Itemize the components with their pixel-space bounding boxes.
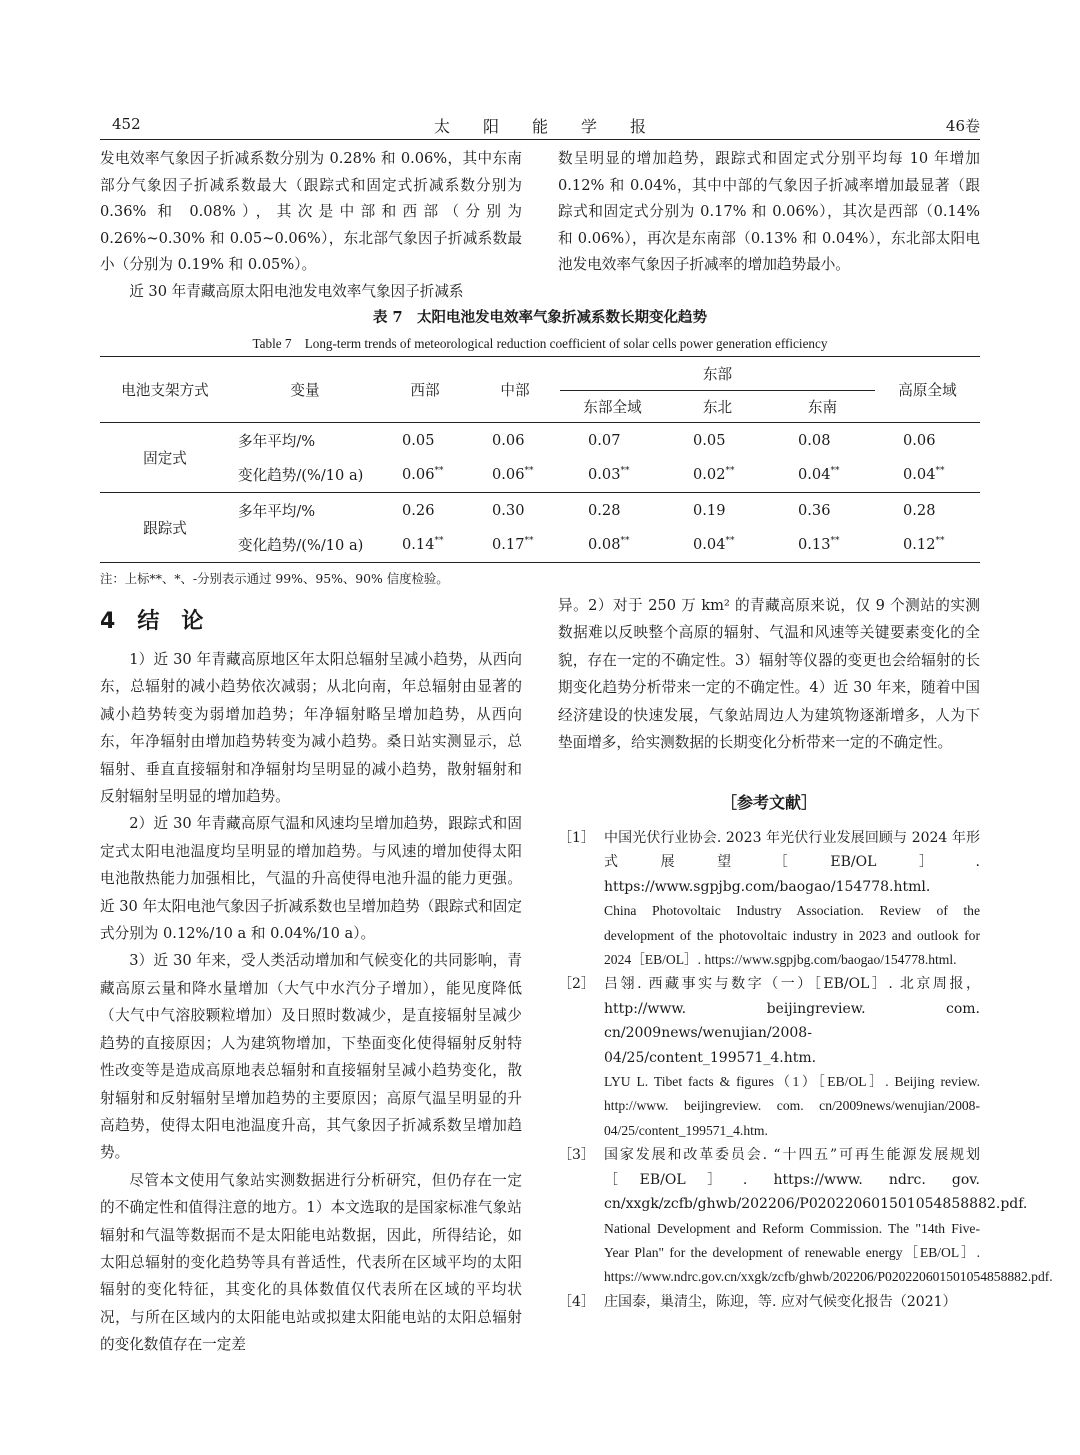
value-cell <box>665 528 770 563</box>
significance-mark: ** <box>434 536 444 547</box>
variable-cell: 多年平均/% <box>238 432 316 450</box>
cell-value: 0.06 <box>402 466 435 484</box>
value-cell <box>380 458 470 493</box>
variable-cell: 变化趋势/(%/10 a) <box>230 528 380 563</box>
header-east-all: 东部全域 <box>560 391 665 423</box>
paragraph: 数呈明显的增加趋势，跟踪式和固定式分别平均每 10 年增加 0.12% 和 0.04%，其中中部的气象因子折减率增加最显著（跟踪式和固定式分别为 0.17% 和 0.06%），其次是西部（0.14% 和 0.06%），再次是东南部（0.13% 和 0.04%），东北部太阳电池发电效率气象因子折减率的增加趋势最小。 <box>558 150 980 273</box>
cell-value: 0.36 <box>798 501 831 519</box>
reference-number: ［2］ <box>558 976 595 993</box>
value-cell <box>665 423 770 458</box>
cell-value: 0.03 <box>588 466 621 484</box>
value-cell <box>770 493 875 528</box>
cell-value: 0.05 <box>402 431 435 449</box>
paragraph: 发电效率气象因子折减系数分别为 0.28% 和 0.06%，其中东南部分气象因子折减系数最大（跟踪式和固定式折减系数分别为 0.36% 和 0.08%），其次是中部和西部（分别为 0.26%~0.30% 和 0.05~0.06%），东北部气象因子折减系数最小（分别为 0.19% 和 0.05%）。 <box>100 150 522 273</box>
table-row <box>100 493 980 528</box>
table-row <box>100 528 980 563</box>
significance-mark: ** <box>725 466 735 477</box>
significance-mark: ** <box>725 536 735 547</box>
value-cell <box>665 458 770 493</box>
significance-mark: ** <box>524 466 534 477</box>
reference-text-cn: 庄国泰，巢清尘，陈迎，等. 应对气候变化报告（2021） <box>604 1293 957 1310</box>
reference-text-en: National Development and Reform Commission. The "14th Five-Year Plan" for the development of renewable energy［EB/OL］. https://www.ndrc.gov.cn/xxgk/zcfb/ghwb/202206/P020220601501054858882.pdf. <box>604 1220 1053 1285</box>
paragraph: 2）近 30 年青藏高原气温和风速均呈增加趋势，跟踪式和固定式太阳电池温度均呈明显的增加趋势。与风速的增加使得太阳电池散热能力加强相比，气温的升高使得电池升温的能力更强。近 30 年太阳电池气象因子折减系数也呈增加趋势（跟踪式和固定式分别为 0.12%/10 a 和 0.04%/10 a）。 <box>100 815 522 943</box>
value-cell <box>560 528 665 563</box>
reference-number: ［1］ <box>558 830 595 846</box>
cell-value: 0.06 <box>492 466 525 484</box>
group-label: 跟踪式 <box>100 493 230 563</box>
left-column-conclusions <box>100 646 522 1359</box>
references-list <box>558 826 1053 1314</box>
significance-mark: ** <box>620 466 630 477</box>
right-column-top <box>558 146 980 279</box>
cell-value: 0.28 <box>903 501 936 519</box>
value-cell <box>560 493 665 528</box>
value-cell <box>665 493 770 528</box>
value-cell <box>560 458 665 493</box>
significance-mark: ** <box>830 466 840 477</box>
paragraph: 3）近 30 年来，受人类活动增加和气候变化的共同影响，青藏高原云量和降水量增加（大气中水汽分子增加），能见度降低（大气中气溶胶颗粒增加）及日照时数减少，是直接辐射呈减少趋势的直接原因；人为建筑物增加，下垫面变化使得辐射反射特性改变等是造成高原地表总辐射和直接辐射呈减小趋势变化，散射辐射和反射辐射呈增加趋势的主要原因；高原气温呈明显的升高趋势，使得太阳电池温度升高，其气象因子折减系数呈增加趋势。 <box>100 952 522 1162</box>
header-plateau: 高原全域 <box>875 357 980 423</box>
cell-value: 0.06 <box>492 431 525 449</box>
left-column-top <box>100 146 522 305</box>
value-cell <box>560 423 665 458</box>
significance-mark: ** <box>620 536 630 547</box>
value-cell <box>875 493 980 528</box>
paragraph: 尽管本文使用气象站实测数据进行分析研究，但仍存在一定的不确定性和值得注意的地方。1）本文选取的是国家标准气象站辐射和气温等数据而不是太阳能电站数据，因此，所得结论，如太阳总辐射的变化趋势等具有普适性，代表所在区域平均的太阳辐射的变化特征，其变化的具体数值仅代表所在区域的平均状况，与所在区域内的太阳能电站或拟建太阳能电站的太阳总辐射的变化数值存在一定差 <box>100 1171 522 1354</box>
cell-value: 0.08 <box>588 536 621 554</box>
references-heading: ［参考文献］ <box>720 793 817 812</box>
value-cell <box>380 423 470 458</box>
section-title: 结 论 <box>137 609 204 634</box>
cell-value: 0.14 <box>402 536 435 554</box>
reference-item <box>558 826 980 972</box>
page-number: 452 <box>112 115 141 133</box>
reference-text-cn: 国家发展和改革委员会. “十四五”可再生能源发展规划［EB/OL］. https://www. ndrc. gov. cn/xxgk/zcfb/ghwb/202206/P020220601501054858882.pdf. <box>604 1147 1028 1213</box>
paragraph: 1）近 30 年青藏高原地区年太阳总辐射呈减小趋势，从西向东，总辐射的减小趋势依次减弱；从北向南，年总辐射由显著的减小趋势转变为弱增加趋势；年净辐射略呈增加趋势，从西向东，年净辐射由增加趋势转变为减小趋势。桑日站实测显示，总辐射、垂直直接辐射和净辐射均呈明显的减小趋势，散射辐射和反射辐射呈明显的增加趋势。 <box>100 651 522 806</box>
variable-cell: 变化趋势/(%/10 a) <box>230 458 380 493</box>
data-table <box>100 356 980 563</box>
header-southeast: 东南 <box>770 391 875 423</box>
cell-value: 0.04 <box>798 466 831 484</box>
significance-mark: ** <box>434 466 444 477</box>
reference-number: ［4］ <box>558 1293 595 1310</box>
reference-text-cn: 吕翎. 西藏事实与数字（一）［EB/OL］. 北京周报，http://www. beijingreview. com. cn/2009news/wenujian/2008-04/25/content_199571_4.htm. <box>604 976 980 1066</box>
table-row <box>100 458 980 493</box>
table-row <box>100 423 980 458</box>
reference-item <box>558 972 980 1143</box>
value-cell <box>470 528 560 563</box>
cell-value: 0.06 <box>903 431 936 449</box>
reference-text-en: LYU L. Tibet facts & figures（1）［EB/OL］. Beijing review. http://www. beijingreview. com. cn/2009news/wenujian/2008-04/25/content_199571_4.htm. <box>604 1074 980 1138</box>
significance-mark: ** <box>830 536 840 547</box>
cell-value: 0.28 <box>588 501 621 519</box>
reference-number: ［3］ <box>558 1147 595 1164</box>
header-east: 东部 <box>560 357 875 391</box>
value-cell <box>380 493 470 528</box>
value-cell <box>770 458 875 493</box>
significance-mark: ** <box>935 536 945 547</box>
section-heading <box>100 604 203 635</box>
cell-value: 0.04 <box>693 536 726 554</box>
cell-value: 0.04 <box>903 466 936 484</box>
reference-text-cn: 中国光伏行业协会. 2023 年光伏行业发展回顾与 2024 年形式展望［EB/OL］. https://www.sgpjbg.com/baogao/154778.html. <box>604 830 980 895</box>
cell-value: 0.26 <box>402 501 435 519</box>
significance-mark: ** <box>935 466 945 477</box>
cell-value: 0.08 <box>798 431 831 449</box>
value-cell <box>770 528 875 563</box>
section-number: 4 <box>100 609 116 634</box>
header-central: 中部 <box>470 357 560 423</box>
value-cell <box>470 458 560 493</box>
cell-value: 0.02 <box>693 466 726 484</box>
volume-label: 46卷 <box>945 117 980 135</box>
value-cell <box>770 423 875 458</box>
paragraph: 近 30 年青藏高原太阳电池发电效率气象因子折减系 <box>129 282 464 300</box>
group-label: 固定式 <box>100 423 230 493</box>
cell-value: 0.30 <box>492 501 525 519</box>
cell-value: 0.17 <box>492 536 525 554</box>
paragraph: 异。2）对于 250 万 km² 的青藏高原来说，仅 9 个测站的实测数据难以反映整个高原的辐射、气温和风速等关键要素变化的全貌，存在一定的不确定性。3）辐射等仪器的变更也会给辐射的长期变化趋势分析带来一定的不确定性。4）近 30 年来，随着中国经济建设的快速发展，气象站周边人为建筑物逐渐增多，人为下垫面增多，给实测数据的长期变化分析带来一定的不确定性。 <box>558 597 980 752</box>
running-header <box>100 113 980 140</box>
header-west: 西部 <box>380 357 470 423</box>
value-cell <box>470 423 560 458</box>
reference-item <box>558 1290 980 1314</box>
cell-value: 0.05 <box>693 431 726 449</box>
reference-item <box>558 1143 1053 1289</box>
right-column-body <box>558 592 980 756</box>
cell-value: 0.07 <box>588 431 621 449</box>
value-cell <box>875 423 980 458</box>
value-cell <box>875 528 980 563</box>
cell-value: 0.19 <box>693 501 726 519</box>
value-cell <box>470 493 560 528</box>
cell-value: 0.13 <box>798 536 831 554</box>
journal-title: 太阳能学报 <box>433 117 679 136</box>
variable-cell: 多年平均/% <box>238 502 316 520</box>
value-cell <box>380 528 470 563</box>
significance-mark: ** <box>524 536 534 547</box>
table-title-cn: 表 7 太阳电池发电效率气象折减系数长期变化趋势 <box>372 309 708 326</box>
header-mount: 电池支架方式 <box>100 357 230 423</box>
cell-value: 0.12 <box>903 536 936 554</box>
reference-text-en: China Photovoltaic Industry Association. Review of the development of the photovoltaic industry in 2023 and outlook for 2024［EB/OL］. https://www.sgpjbg.com/baogao/154778.html. <box>604 903 980 968</box>
table-title-en: Table 7 Long-term trends of meteorological reduction coefficient of solar cells power generation efficiency <box>252 336 828 351</box>
table-note: 注：上标**、*、-分别表示通过 99%、95%、90% 信度检验。 <box>100 571 449 586</box>
header-northeast: 东北 <box>665 391 770 423</box>
value-cell <box>875 458 980 493</box>
header-variable: 变量 <box>230 357 380 423</box>
